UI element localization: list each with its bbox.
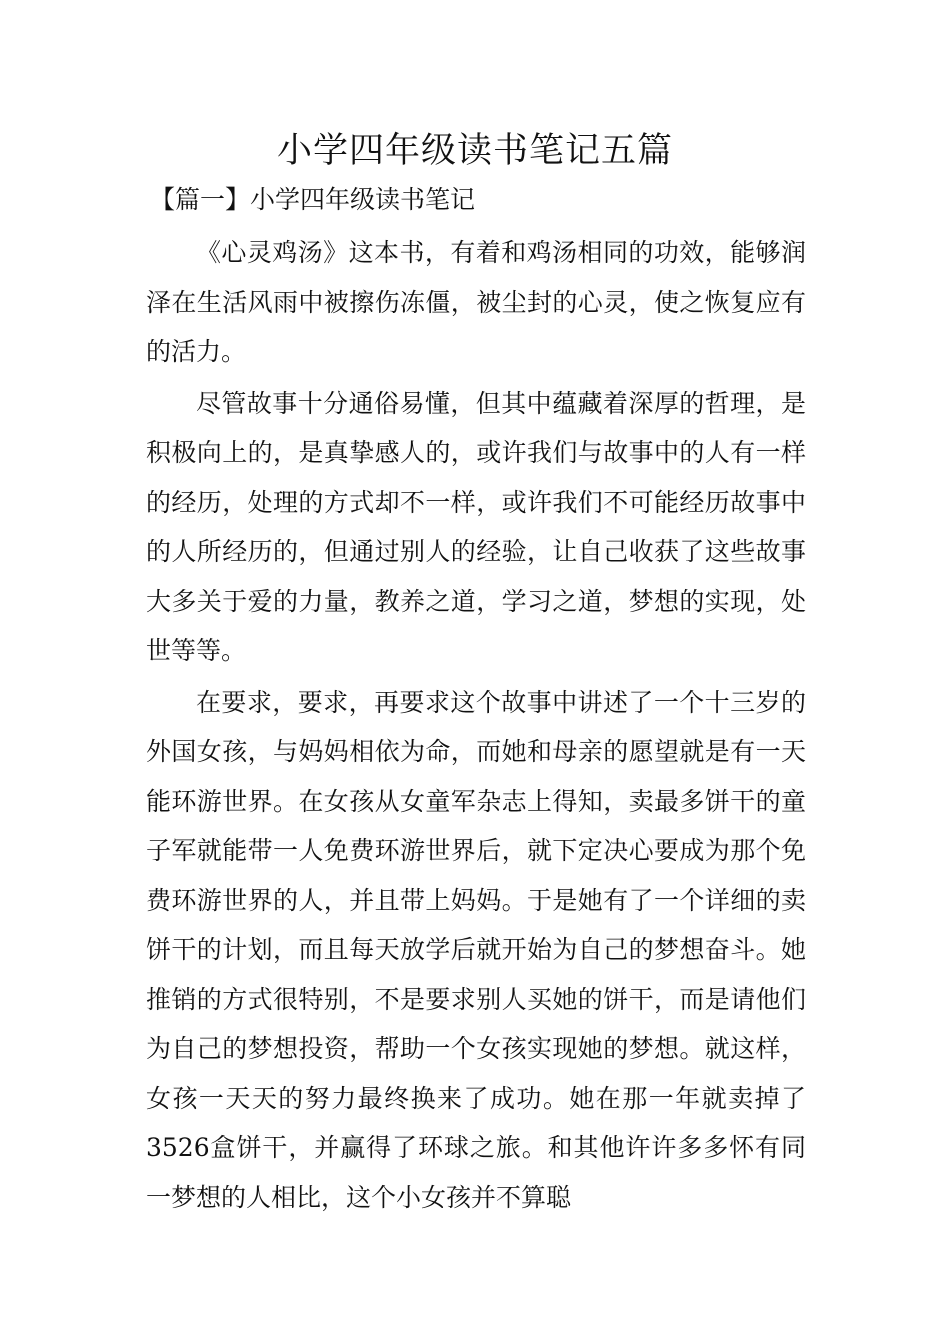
section-heading: 【篇一】小学四年级读书笔记 [150,185,476,214]
paragraph-3: 在要求，要求，再要求这个故事中讲述了一个十三岁的外国女孩，与妈妈相依为命，而她和母亲的愿望就是有一天能环游世界。在女孩从女童军杂志上得知，卖最多饼干的童子军就能带一人免费环游世界后，就下定决心要成为那个免费环游世界的人，并且带上妈妈。于是她有了一个详细的卖饼干的计划，而且每天放学后就开始为自己的梦想奋斗。她推销的方式很特别，不是要求别人买她的饼干，而是请他们为自己的梦想投资，帮助一个女孩实现她的梦想。就这样，女孩一天天的努力最终换来了成功。她在那一年就卖掉了3526盒饼干，并赢得了环球之旅。和其他许许多多怀有同一梦想的人相比，这个小女孩并不算聪 [146,687,806,1212]
paragraph-2: 尽管故事十分通俗易懂，但其中蕴藏着深厚的哲理，是积极向上的，是真挚感人的，或许我们与故事中的人有一样的经历，处理的方式却不一样，或许我们不可能经历故事中的人所经历的，但通过别人的经验，让自己收获了这些故事大多关于爱的力量，教养之道，学习之道，梦想的实现，处世等等。 [146,388,806,665]
paragraph-1: 《心灵鸡汤》这本书，有着和鸡汤相同的功效，能够润泽在生活风雨中被擦伤冻僵，被尘封的心灵，使之恢复应有的活力。 [146,238,806,366]
document-title: 小学四年级读书笔记五篇 [276,131,673,171]
document-body [146,228,806,1224]
